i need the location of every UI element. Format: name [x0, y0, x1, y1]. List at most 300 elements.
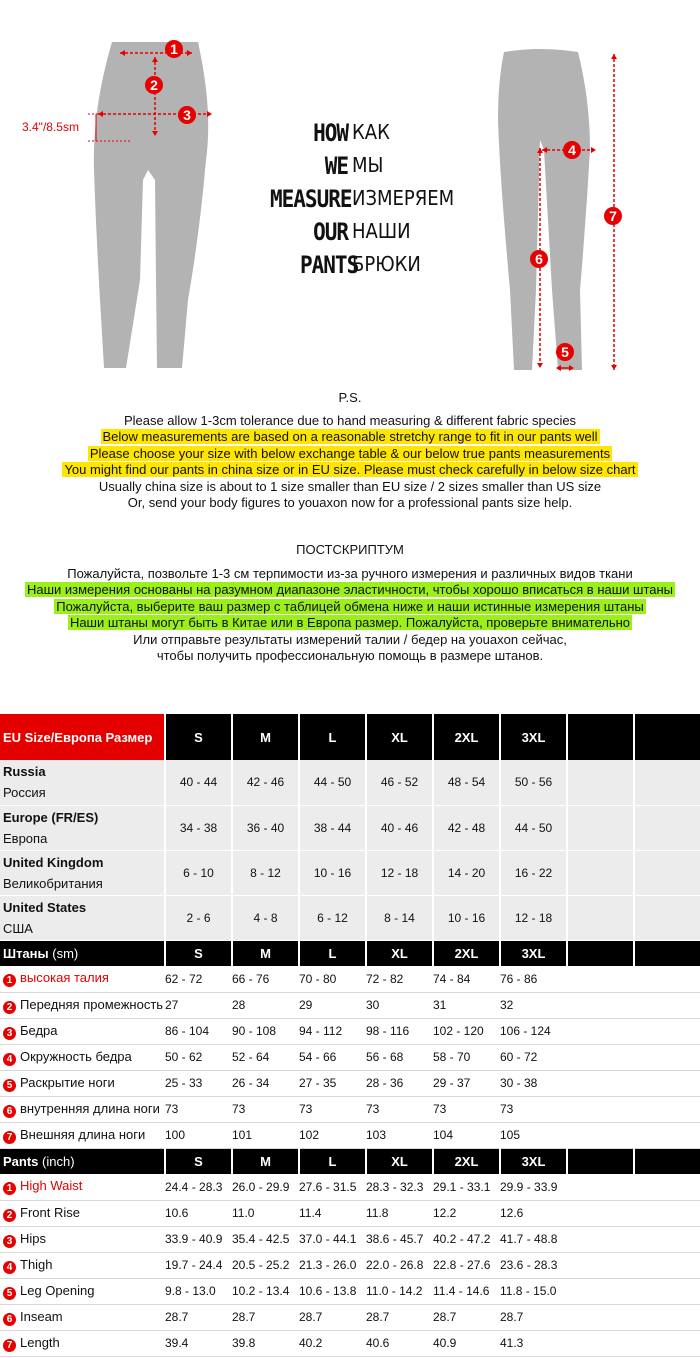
measure-value: 30 - 38 — [500, 1070, 567, 1096]
region-name-en: United States — [3, 899, 87, 915]
cm-measure-row — [0, 1044, 700, 1070]
region-size-value: 8 - 12 — [232, 850, 299, 895]
measure-empty-cell — [634, 1044, 700, 1070]
measure-value: 9.8 - 13.0 — [165, 1278, 232, 1304]
measure-empty-cell — [567, 1044, 634, 1070]
measure-value: 62 - 72 — [165, 966, 232, 992]
region-size-value: 38 - 44 — [299, 805, 366, 850]
notes-en — [0, 390, 700, 512]
inch-measure-row — [0, 1200, 700, 1226]
notes-ru-line — [0, 615, 700, 632]
measure-empty-cell — [634, 1018, 700, 1044]
measure-value: 25 - 33 — [165, 1070, 232, 1096]
measure-name — [0, 1330, 165, 1356]
our-row — [300, 215, 470, 248]
notes-ru-highlight: Пожалуйста, выберите ваш размер с таблицей обмена ниже и наши истинные измерения штаны — [56, 598, 644, 614]
measure-name-text: Thigh — [20, 1256, 53, 1272]
notes-en-line — [0, 429, 700, 446]
notes-en-text: Please allow 1-3cm tolerance due to hand measuring & different fabric species — [123, 412, 577, 428]
region-size-value: 12 - 18 — [500, 895, 567, 940]
measure-empty-cell — [634, 992, 700, 1018]
measure-value: 29.1 - 33.1 — [433, 1174, 500, 1200]
measure-value: 21.3 - 26.0 — [299, 1252, 366, 1278]
measure-value: 73 — [232, 1096, 299, 1122]
measure-value: 40.2 - 47.2 — [433, 1226, 500, 1252]
measure-value: 74 - 84 — [433, 966, 500, 992]
measure-value: 102 — [299, 1122, 366, 1148]
region-size-value: 10 - 16 — [433, 895, 500, 940]
measure-number-badge: 5 — [3, 1079, 16, 1092]
measure-empty-cell — [567, 1200, 634, 1226]
size-header: L — [299, 714, 366, 760]
region-size-value: 14 - 20 — [433, 850, 500, 895]
size-header: 2XL — [433, 1148, 500, 1174]
region-row — [0, 760, 700, 805]
region-size-value: 16 - 22 — [500, 850, 567, 895]
measure-name-text: Раскрытие ноги — [20, 1074, 115, 1090]
header-label-bold: Штаны — [3, 945, 49, 961]
measure-value: 38.6 - 45.7 — [366, 1226, 433, 1252]
measure-value: 39.8 — [232, 1330, 299, 1356]
measure-name — [0, 966, 165, 992]
measure-number-badge: 7 — [3, 1131, 16, 1144]
measure-value: 11.0 - 14.2 — [366, 1278, 433, 1304]
region-size-value: 42 - 48 — [433, 805, 500, 850]
region-name-ru: Россия — [3, 785, 46, 801]
eu-size-header-row — [0, 714, 700, 760]
measure-number-badge: 5 — [3, 1287, 16, 1300]
measure-value: 11.0 — [232, 1200, 299, 1226]
notes-ru-line — [0, 566, 700, 583]
measure-number-badge: 7 — [3, 1339, 16, 1352]
measure-value: 105 — [500, 1122, 567, 1148]
measure-name-text: Окружность бедра — [20, 1048, 132, 1064]
measure-value: 27 - 35 — [299, 1070, 366, 1096]
measure-value: 103 — [366, 1122, 433, 1148]
header-label — [0, 714, 165, 760]
region-row — [0, 850, 700, 895]
measure-value: 19.7 - 24.4 — [165, 1252, 232, 1278]
we-ru: МЫ — [352, 153, 384, 178]
region-name — [0, 760, 165, 805]
measure-empty-cell — [634, 1174, 700, 1200]
measure-value: 100 — [165, 1122, 232, 1148]
notes-en-highlight: Please choose your size with below exchange table & our below true pants measurements — [89, 445, 611, 461]
measure-value: 37.0 - 44.1 — [299, 1226, 366, 1252]
cm-header-row — [0, 940, 700, 966]
measure-value: 40.2 — [299, 1330, 366, 1356]
measure-empty-cell — [567, 1226, 634, 1252]
notes-ru-highlight: Наши штаны могут быть в Китае или в Европа размер. Пожалуйста, проверьте внимательно — [69, 615, 631, 630]
region-size-value: 8 - 14 — [366, 895, 433, 940]
inch-measure-row — [0, 1278, 700, 1304]
size-header: 2XL — [433, 714, 500, 760]
region-size-value: 42 - 46 — [232, 760, 299, 805]
notes-en-text: Or, send your body figures to youaxon now for a professional pants size help. — [127, 495, 573, 510]
measure-value: 90 - 108 — [232, 1018, 299, 1044]
notes-en-title: P.S. — [338, 390, 362, 405]
measure-value: 23.6 - 28.3 — [500, 1252, 567, 1278]
measure-value: 27 — [165, 992, 232, 1018]
measure-number-badge: 4 — [3, 1053, 16, 1066]
measure-empty-cell — [567, 966, 634, 992]
how-row — [300, 116, 470, 149]
measure-value: 11.4 - 14.6 — [433, 1278, 500, 1304]
size-header-empty — [634, 940, 700, 966]
region-name-en: Russia — [3, 764, 46, 780]
measure-name — [0, 1174, 165, 1200]
cm-measure-row — [0, 992, 700, 1018]
measure-value: 12.2 — [433, 1200, 500, 1226]
region-name — [0, 805, 165, 850]
measure-value: 32 — [500, 992, 567, 1018]
measure-name-text: Inseam — [20, 1308, 63, 1324]
measure-value: 73 — [299, 1096, 366, 1122]
size-header: XL — [366, 940, 433, 966]
measure-value: 30 — [366, 992, 433, 1018]
region-empty-cell — [634, 760, 700, 805]
measure-value: 29 - 37 — [433, 1070, 500, 1096]
region-empty-cell — [567, 760, 634, 805]
measure-value: 12.6 — [500, 1200, 567, 1226]
measure-empty-cell — [634, 1096, 700, 1122]
measure-empty-cell — [567, 992, 634, 1018]
measure-name-text: Leg Opening — [20, 1282, 95, 1298]
how-we-measure — [270, 116, 470, 281]
measure-name-text: внутренняя длина ноги — [20, 1100, 160, 1116]
inch-measure-row — [0, 1304, 700, 1330]
size-header: 3XL — [500, 1148, 567, 1174]
region-size-value: 44 - 50 — [500, 805, 567, 850]
measure-value: 104 — [433, 1122, 500, 1148]
measure-value: 10.6 — [165, 1200, 232, 1226]
size-header: M — [232, 714, 299, 760]
measure-value: 28.7 — [232, 1304, 299, 1330]
measure-value: 60 - 72 — [500, 1044, 567, 1070]
region-empty-cell — [567, 805, 634, 850]
measure-row — [270, 182, 470, 215]
measure-value: 76 - 86 — [500, 966, 567, 992]
measure-number-badge: 4 — [3, 1261, 16, 1274]
measure-empty-cell — [634, 1200, 700, 1226]
notes-en-line — [0, 446, 700, 463]
measure-name — [0, 1018, 165, 1044]
how-ru: КАК — [352, 120, 390, 145]
notes-ru-line — [0, 582, 700, 599]
region-empty-cell — [567, 850, 634, 895]
measure-value: 22.0 - 26.8 — [366, 1252, 433, 1278]
measure-value: 40.9 — [433, 1330, 500, 1356]
cm-measure-row — [0, 1070, 700, 1096]
measure-empty-cell — [567, 1278, 634, 1304]
inch-header-row — [0, 1148, 700, 1174]
measure-name — [0, 1304, 165, 1330]
our-ru: НАШИ — [352, 219, 411, 244]
measure-empty-cell — [567, 1330, 634, 1356]
notes-en-line — [0, 413, 700, 430]
measure-value: 98 - 116 — [366, 1018, 433, 1044]
measure-empty-cell — [634, 966, 700, 992]
measure-value: 66 - 76 — [232, 966, 299, 992]
measure-value: 41.3 — [500, 1330, 567, 1356]
measure-en: MEASURE — [270, 184, 352, 213]
region-size-value: 50 - 56 — [500, 760, 567, 805]
measure-name — [0, 1252, 165, 1278]
measure-empty-cell — [634, 1226, 700, 1252]
region-name-ru: Великобритания — [3, 875, 103, 891]
region-size-value: 36 - 40 — [232, 805, 299, 850]
notes-ru-text: чтобы получить профессиональную помощь в размере штанов. — [156, 648, 544, 663]
notes-ru-line — [0, 632, 700, 649]
measure-value: 39.4 — [165, 1330, 232, 1356]
header-label-bold: EU Size/Европа Размер — [3, 729, 153, 745]
marker-2: 2 — [145, 76, 163, 94]
measure-value: 26 - 34 — [232, 1070, 299, 1096]
measure-name — [0, 992, 165, 1018]
header-label-unit: (sm) — [48, 945, 79, 961]
measure-value: 28 - 36 — [366, 1070, 433, 1096]
measure-value: 31 — [433, 992, 500, 1018]
header-label — [0, 940, 165, 966]
notes-ru-highlight: Наши измерения основаны на разумном диапазоне эластичности, чтобы хорошо вписаться в наши штаны — [26, 582, 674, 597]
region-size-value: 44 - 50 — [299, 760, 366, 805]
measure-number-badge: 2 — [3, 1001, 16, 1014]
measure-value: 73 — [165, 1096, 232, 1122]
measure-name-text: Бедра — [20, 1022, 58, 1038]
pants-en: PANTS — [300, 250, 359, 279]
region-empty-cell — [634, 805, 700, 850]
measure-value: 101 — [232, 1122, 299, 1148]
size-header: S — [165, 940, 232, 966]
region-name — [0, 850, 165, 895]
notes-en-line — [0, 479, 700, 496]
size-header: 2XL — [433, 940, 500, 966]
region-size-value: 40 - 44 — [165, 760, 232, 805]
size-header: L — [299, 1148, 366, 1174]
measure-name-text: высокая талия — [20, 970, 109, 986]
region-row — [0, 895, 700, 940]
measure-value: 50 - 62 — [165, 1044, 232, 1070]
header-label-bold: Pants — [3, 1153, 39, 1169]
measure-empty-cell — [634, 1278, 700, 1304]
measure-empty-cell — [567, 1304, 634, 1330]
region-size-value: 10 - 16 — [299, 850, 366, 895]
measure-value: 10.6 - 13.8 — [299, 1278, 366, 1304]
region-size-value: 34 - 38 — [165, 805, 232, 850]
region-size-value: 48 - 54 — [433, 760, 500, 805]
region-name-en: Europe (FR/ES) — [3, 809, 99, 825]
marker-5: 5 — [556, 343, 574, 361]
region-size-value: 4 - 8 — [232, 895, 299, 940]
notes-en-line — [0, 462, 700, 479]
measure-empty-cell — [567, 1252, 634, 1278]
measure-empty-cell — [634, 1304, 700, 1330]
measure-name — [0, 1278, 165, 1304]
measure-empty-cell — [634, 1252, 700, 1278]
inch-measure-row — [0, 1174, 700, 1200]
measure-name — [0, 1096, 165, 1122]
measure-number-badge: 3 — [3, 1235, 16, 1248]
measure-name — [0, 1044, 165, 1070]
region-empty-cell — [634, 895, 700, 940]
measure-value: 102 - 120 — [433, 1018, 500, 1044]
measure-value: 33.9 - 40.9 — [165, 1226, 232, 1252]
measure-value: 86 - 104 — [165, 1018, 232, 1044]
notes-en-highlight: Below measurements are based on a reasonable stretchy range to fit in our pants well — [102, 429, 598, 444]
measure-value: 73 — [500, 1096, 567, 1122]
size-header-empty — [567, 714, 634, 760]
marker-1: 1 — [165, 40, 183, 58]
tolerance-label: 3.4"/8.5sm — [22, 120, 79, 134]
region-size-value: 40 - 46 — [366, 805, 433, 850]
we-en: WE — [324, 151, 348, 180]
measure-value: 70 - 80 — [299, 966, 366, 992]
size-header: XL — [366, 714, 433, 760]
measure-name-text: Front Rise — [20, 1204, 80, 1220]
measure-number-badge: 1 — [3, 1182, 16, 1195]
size-header: 3XL — [500, 940, 567, 966]
measure-value: 40.6 — [366, 1330, 433, 1356]
size-chart-table — [0, 714, 700, 1357]
region-name-ru: США — [3, 920, 33, 936]
cm-measure-row — [0, 1096, 700, 1122]
region-size-value: 12 - 18 — [366, 850, 433, 895]
measure-value: 11.8 - 15.0 — [500, 1278, 567, 1304]
measure-value: 24.4 - 28.3 — [165, 1174, 232, 1200]
measure-number-badge: 3 — [3, 1027, 16, 1040]
inch-measure-row — [0, 1226, 700, 1252]
region-size-value: 2 - 6 — [165, 895, 232, 940]
notes-ru-line — [0, 599, 700, 616]
header-label-unit: (inch) — [38, 1153, 75, 1169]
measure-number-badge: 1 — [3, 974, 16, 987]
measure-value: 73 — [366, 1096, 433, 1122]
how-en: HOW — [313, 118, 348, 147]
measure-value: 28.7 — [165, 1304, 232, 1330]
size-header: XL — [366, 1148, 433, 1174]
region-size-value: 6 - 10 — [165, 850, 232, 895]
measure-value: 28 — [232, 992, 299, 1018]
size-header: M — [232, 1148, 299, 1174]
measure-value: 20.5 - 25.2 — [232, 1252, 299, 1278]
measure-name — [0, 1200, 165, 1226]
size-header-empty — [634, 1148, 700, 1174]
size-header-empty — [567, 1148, 634, 1174]
cm-measure-row — [0, 966, 700, 992]
notes-ru-text: Пожалуйста, позвольте 1-3 см терпимости из-за ручного измерения и различных видов ткани — [67, 565, 633, 581]
measure-value: 10.2 - 13.4 — [232, 1278, 299, 1304]
notes-en-text: Usually china size is about to 1 size smaller than EU size / 2 sizes smaller than US size — [98, 478, 602, 494]
measure-empty-cell — [634, 1122, 700, 1148]
side-pants-silhouette — [498, 49, 590, 370]
measure-number-badge: 2 — [3, 1209, 16, 1222]
marker-6: 6 — [530, 250, 548, 268]
size-header: 3XL — [500, 714, 567, 760]
measure-ru: ИЗМЕРЯЕМ — [352, 186, 455, 211]
measure-value: 52 - 64 — [232, 1044, 299, 1070]
size-header-empty — [634, 714, 700, 760]
measure-value: 29.9 - 33.9 — [500, 1174, 567, 1200]
notes-en-line — [0, 495, 700, 512]
measure-value: 35.4 - 42.5 — [232, 1226, 299, 1252]
measure-value: 22.8 - 27.6 — [433, 1252, 500, 1278]
marker-3: 3 — [178, 106, 196, 124]
size-header-empty — [567, 940, 634, 966]
pants-ru: БРЮКИ — [352, 252, 421, 277]
measure-number-badge: 6 — [3, 1105, 16, 1118]
region-size-value: 6 - 12 — [299, 895, 366, 940]
notes-ru — [0, 542, 700, 665]
measure-name — [0, 1070, 165, 1096]
measure-empty-cell — [567, 1174, 634, 1200]
measure-value: 72 - 82 — [366, 966, 433, 992]
measure-name — [0, 1226, 165, 1252]
measure-empty-cell — [634, 1330, 700, 1356]
measure-empty-cell — [567, 1122, 634, 1148]
region-name-en: United Kingdom — [3, 854, 104, 870]
region-size-value: 46 - 52 — [366, 760, 433, 805]
measure-value: 28.7 — [366, 1304, 433, 1330]
measure-name — [0, 1122, 165, 1148]
region-empty-cell — [634, 850, 700, 895]
measure-value: 106 - 124 — [500, 1018, 567, 1044]
cm-measure-row — [0, 1018, 700, 1044]
measure-name-text: Length — [20, 1334, 60, 1350]
measure-number-badge: 6 — [3, 1313, 16, 1326]
region-name-ru: Европа — [3, 830, 48, 846]
measure-value: 56 - 68 — [366, 1044, 433, 1070]
inch-measure-row — [0, 1330, 700, 1356]
notes-ru-line — [0, 648, 700, 665]
region-name — [0, 895, 165, 940]
size-header: M — [232, 940, 299, 966]
measure-empty-cell — [567, 1096, 634, 1122]
measure-value: 94 - 112 — [299, 1018, 366, 1044]
size-header: S — [165, 714, 232, 760]
notes-ru-title: ПОСТСКРИПТУМ — [296, 542, 404, 557]
measure-value: 41.7 - 48.8 — [500, 1226, 567, 1252]
measure-value: 29 — [299, 992, 366, 1018]
size-header: L — [299, 940, 366, 966]
region-row — [0, 805, 700, 850]
measure-value: 11.4 — [299, 1200, 366, 1226]
measure-value: 28.7 — [433, 1304, 500, 1330]
measure-value: 27.6 - 31.5 — [299, 1174, 366, 1200]
measure-value: 11.8 — [366, 1200, 433, 1226]
measure-value: 58 - 70 — [433, 1044, 500, 1070]
measure-name-text: Hips — [20, 1230, 47, 1246]
we-row — [300, 149, 470, 182]
notes-ru-text: Или отправьте результаты измерений талии / бедер на youaxon сейчас, — [133, 631, 567, 647]
cm-measure-row — [0, 1122, 700, 1148]
measure-empty-cell — [567, 1018, 634, 1044]
front-pants-diagram — [0, 30, 230, 380]
region-empty-cell — [567, 895, 634, 940]
inch-measure-row — [0, 1252, 700, 1278]
marker-4: 4 — [563, 141, 581, 159]
measure-value: 28.7 — [299, 1304, 366, 1330]
measure-value: 73 — [433, 1096, 500, 1122]
measure-name-text: High Waist — [20, 1178, 83, 1194]
measure-name-text: Передняя промежность — [20, 996, 164, 1012]
measure-value: 26.0 - 29.9 — [232, 1174, 299, 1200]
measure-value: 28.3 - 32.3 — [366, 1174, 433, 1200]
size-header: S — [165, 1148, 232, 1174]
header-label — [0, 1148, 165, 1174]
measure-empty-cell — [634, 1070, 700, 1096]
marker-7: 7 — [604, 207, 622, 225]
measure-empty-cell — [567, 1070, 634, 1096]
